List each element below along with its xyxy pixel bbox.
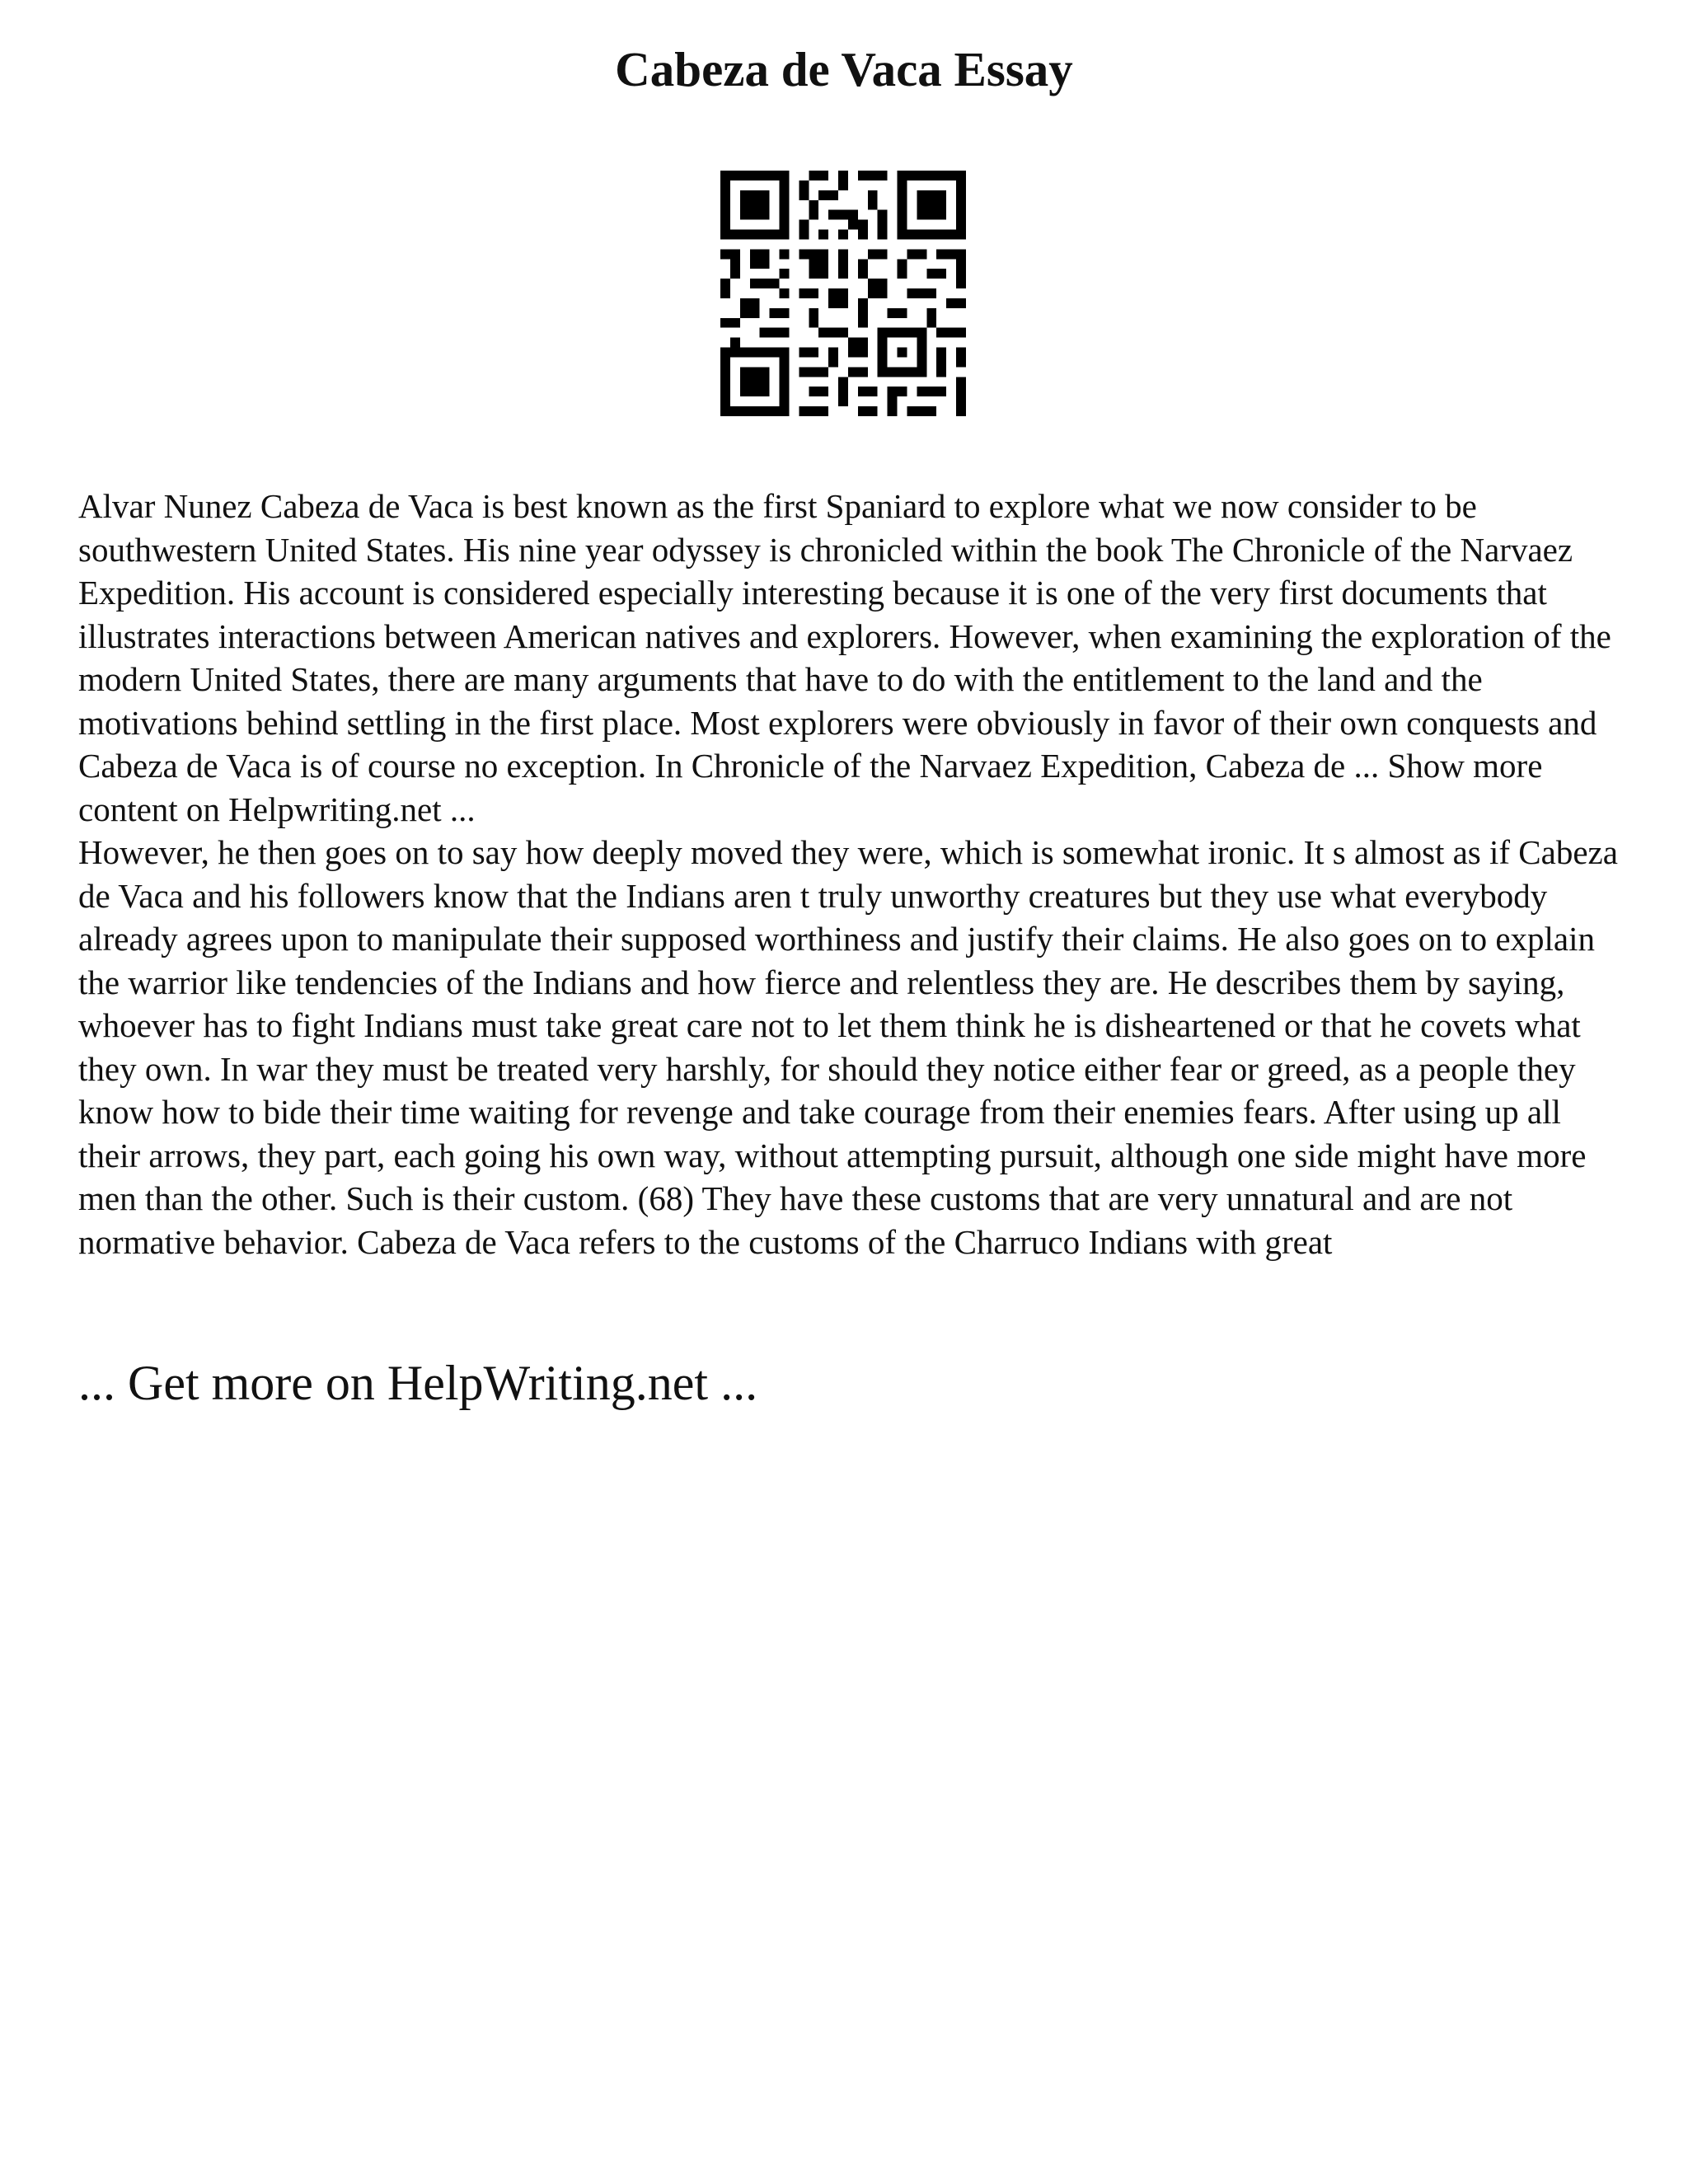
qr-code-icon[interactable] xyxy=(720,171,966,416)
page-title: Cabeza de Vaca Essay xyxy=(615,42,1073,96)
essay-body xyxy=(78,485,1628,1263)
essay-paragraph: However, he then goes on to say how deeply moved they were, which is somewhat ironic. It s almost as if Cabeza de Vaca and his followers know that the Indians aren t truly unworthy creatures but they use what everybody already agrees upon to manipulate their supposed worthiness and justify their claims. He also goes on to explain the warrior like tendencies of the Indians and how fierce and relentless they are. He describes them by saying, whoever has to fight Indians must take great care not to let them think he is disheartened or that he covets what they own. In war they must be treated very harshly, for should they notice either fear or greed, as a people they know how to bide their time waiting for revenge and take courage from their enemies fears. After using up all their arrows, they part, each going his own way, without attempting pursuit, although one side might have more men than the other. Such is their custom. (68) They have these customs that are very unnatural and are not normative behavior. Cabeza de Vaca refers to the customs of the Charruco Indians with great xyxy=(78,833,1618,1261)
get-more-link[interactable]: ... Get more on HelpWriting.net ... xyxy=(78,1356,758,1410)
essay-paragraph: Alvar Nunez Cabeza de Vaca is best known as the first Spaniard to explore what we now consider to be southwestern United States. His nine year odyssey is chronicled within the book The Chronicle of the Narvaez Expedition. His account is considered especially interesting because it is one of the very first documents that illustrates interactions between American natives and explorers. However, when examining the exploration of the modern United States, there are many arguments that have to do with the entitlement to the land and the motivations behind settling in the first place. Most explorers were obviously in favor of their own conquests and Cabeza de Vaca is of course no exception. In Chronicle of the Narvaez Expedition, Cabeza de ... Show more content on Helpwriting.net ... xyxy=(78,487,1611,828)
qr-code-graphic xyxy=(720,171,966,416)
